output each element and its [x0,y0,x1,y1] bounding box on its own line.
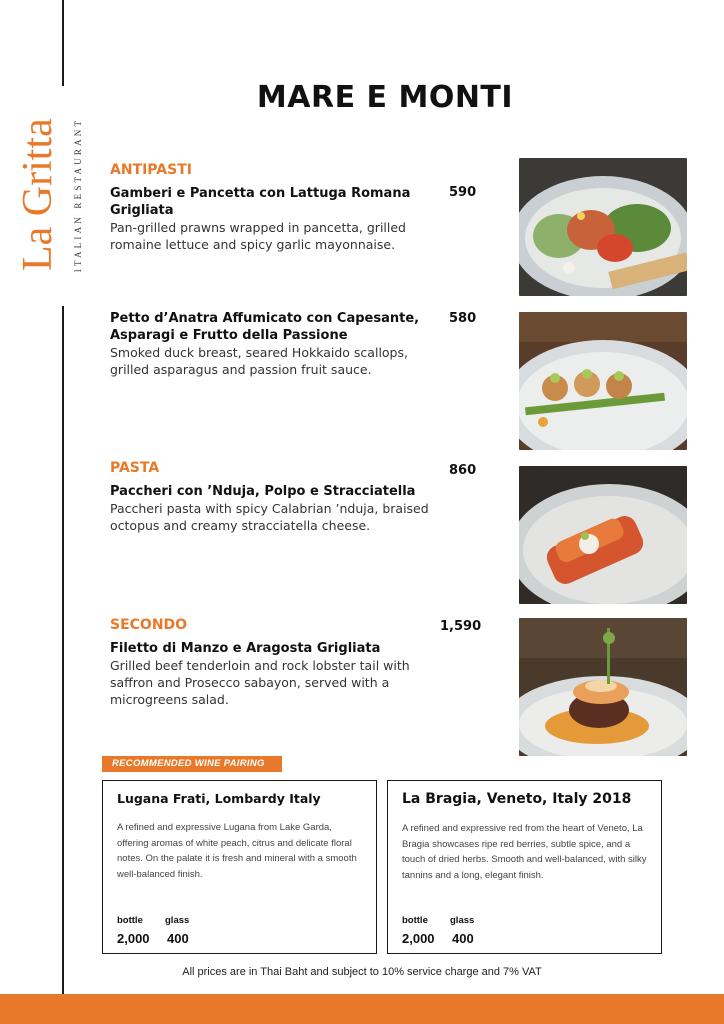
bottle-price: 2,000 [117,931,150,946]
dish-photo-paccheri [519,466,687,604]
dish-3 [110,483,455,534]
left-rule-bottom [62,306,64,994]
brand-subtitle: ITALIAN RESTAURANT [73,117,83,273]
left-rule-top [62,0,64,86]
bottom-accent-bar [0,994,724,1024]
glass-label: glass [165,915,190,926]
glass-price: 400 [167,931,189,946]
glass-price: 400 [452,931,474,946]
price-labels [117,915,189,926]
section-secondo: SECONDO [110,617,188,633]
dish-photo-duck [519,312,687,450]
brand-logo [15,96,83,296]
dish-description: Grilled beef tenderloin and rock lobster tail with saffron and Prosecco sabayon, served with a microgreens salad. [110,658,410,707]
bottle-label: bottle [117,915,143,926]
dish-price: 580 [449,311,477,326]
brand-name: La Gritta [15,118,61,271]
dish-description: Paccheri pasta with spicy Calabrian ’nduja, braised octopus and creamy stracciatella cheese. [110,501,429,533]
price-values [402,931,474,946]
wine-card-2 [387,780,662,954]
bottle-price: 2,000 [402,931,435,946]
section-antipasti: ANTIPASTI [110,162,192,178]
wine-name: La Bragia, Veneto, Italy 2018 [402,791,632,807]
dish-price: 1,590 [440,619,482,634]
dish-photo-prawns [519,158,687,296]
glass-label: glass [450,915,475,926]
price-labels [402,915,474,926]
dish-1 [110,185,430,253]
wine-description: A refined and expressive red from the heart of Veneto, La Bragia showcases ripe red berries, subtle spice, and a touch of dried herbs. Smooth and well-balanced, with silky tannins and a long, elegant finish. [402,823,647,882]
dish-4 [110,640,445,708]
dish-name: Filetto di Manzo e Aragosta Grigliata [110,641,381,656]
wine-pairing-label: RECOMMENDED WINE PAIRING [102,756,282,772]
dish-photo-beef [519,618,687,756]
dish-name: Gamberi e Pancetta con Lattuga Romana Grigliata [110,186,411,218]
wine-name: Lugana Frati, Lombardy Italy [117,791,321,806]
dish-name: Paccheri con ’Nduja, Polpo e Stracciatella [110,484,416,499]
wine-description: A refined and expressive Lugana from Lake Garda, offering aromas of white peach, citrus and delicate floral notes. On the palate it is fresh and mineral with a smooth well-balanced finish. [117,822,357,881]
dish-name: Petto d’Anatra Affumicato con Capesante, Asparagi e Frutto della Passione [110,311,420,343]
page-title: MARE E MONTI [256,80,514,115]
dish-price: 860 [449,463,477,478]
bottle-label: bottle [402,915,428,926]
price-values [117,931,189,946]
price-footnote: All prices are in Thai Baht and subject to 10% service charge and 7% VAT [182,966,542,978]
dish-price: 590 [449,185,477,200]
dish-description: Pan-grilled prawns wrapped in pancetta, grilled romaine lettuce and spicy garlic mayonnaise. [110,220,406,252]
dish-description: Smoked duck breast, seared Hokkaido scallops, grilled asparagus and passion fruit sauce. [110,345,408,377]
wine-card-1 [102,780,377,954]
dish-2 [110,310,440,378]
section-pasta: PASTA [110,460,160,476]
